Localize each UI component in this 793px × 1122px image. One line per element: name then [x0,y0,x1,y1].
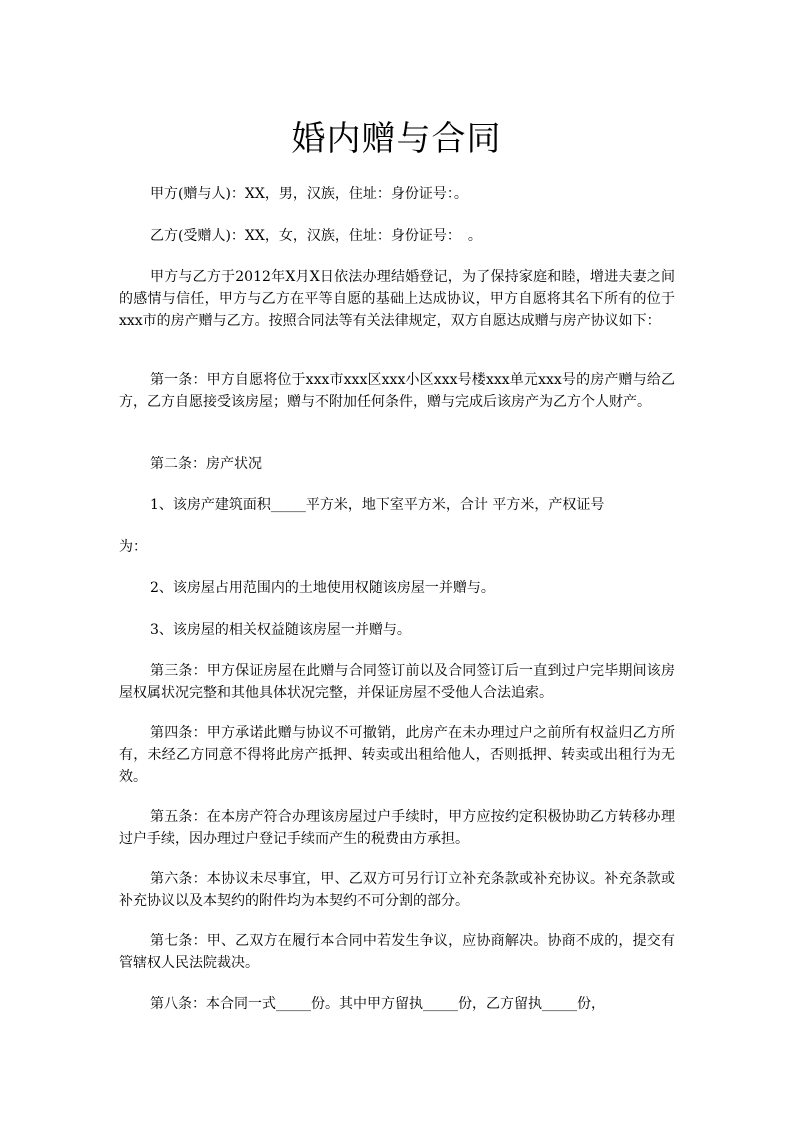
party-a-line: 甲方(赠与人)：XX，男，汉族，住址：身份证号：。 [150,186,468,202]
article-5-paragraph: 第五条：在本房产符合办理该房屋过户手续时，甲方应按约定积极协助乙方转移办理过户手续，因办理过户登记手续而产生的税费由方承担。 [119,809,675,847]
article-1-paragraph: 第一条：甲方自愿将位于xxx市xxx区xxx小区xxx号楼xxx单元xxx号的房产赠与给乙方，乙方自愿接受该房屋；赠与不附加任何条件，赠与完成后该房产为乙方个人财产。 [119,372,675,410]
party-b-line: 乙方(受赠人)：XX，女，汉族，住址：身份证号： 。 [150,228,482,244]
article-2-item-1-continued: 为： [119,539,147,555]
article-6-paragraph: 第六条：本协议未尽事宜，甲、乙双方可另行订立补充条款或补充协议。补充条款或补充协议以及本契约的附件均为本契约不可分割的部分。 [119,871,675,909]
preamble-paragraph: 甲方与乙方于2012年X月X日依法办理结婚登记，为了保持家庭和睦，增进夫妻之间的感情与信任，甲方与乙方在平等自愿的基础上达成协议，甲方自愿将其名下所有的位于xxx市的房产赠与乙方。按照合同法等有关法律规定，双方自愿达成赠与房产协议如下： [119,269,675,329]
article-2-item-3: 3、该房屋的相关权益随该房屋一并赠与。 [150,622,411,638]
article-7-paragraph: 第七条：甲、乙双方在履行本合同中若发生争议，应协商解决。协商不成的，提交有管辖权人民法院裁决。 [119,933,675,971]
article-2-heading: 第二条：房产状况 [150,456,262,472]
article-2-item-2: 2、该房屋占用范围内的土地使用权随该房屋一并赠与。 [150,580,495,596]
document-title: 婚内赠与合同 [291,119,502,159]
article-2-item-1: 1、该房产建筑面积_____平方米，地下室平方米，合计 平方米，产权证号 [150,497,605,513]
article-8-paragraph: 第八条：本合同一式_____份。其中甲方留执_____份，乙方留执_____份， [150,996,605,1012]
article-3-paragraph: 第三条：甲方保证房屋在此赠与合同签订前以及合同签订后一直到过户完毕期间该房屋权属状况完整和其他具体状况完整，并保证房屋不受他人合法追索。 [119,663,675,701]
article-4-paragraph: 第四条：甲方承诺此赠与协议不可撤销，此房产在未办理过户之前所有权益归乙方所有，未经乙方同意不得将此房产抵押、转卖或出租给他人，否则抵押、转卖或出租行为无效。 [119,725,675,785]
